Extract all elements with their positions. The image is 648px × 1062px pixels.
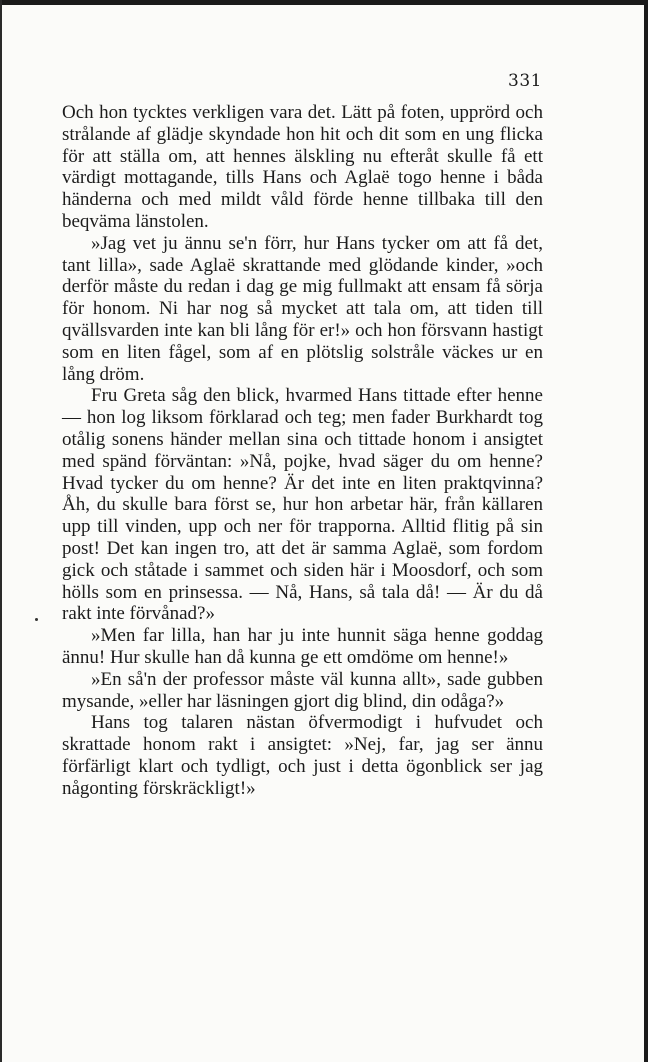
scan-speck <box>35 618 38 621</box>
paragraph: Och hon tycktes verkligen vara det. Lätt på foten, upprörd och strålande af glädje skyndade hon hit och dit som en ung flicka för att ställa om, att hennes älskling nu efteråt skulle få ett värdigt mottagande, tills Hans och Aglaë togo henne i båda händerna och med mildt våld förde henne tillbaka till den beqväma länstolen. <box>62 102 543 232</box>
paragraph: »En så'n der professor måste väl kunna allt», sade gubben mysande, »eller har läsningen gjort dig blind, din odåga?» <box>62 668 543 712</box>
scan-edge-right <box>644 0 648 1062</box>
scan-edge-top <box>0 0 648 5</box>
page-number: 331 <box>508 71 542 91</box>
paragraph: »Jag vet ju ännu se'n förr, hur Hans tycker om att få det, tant lilla», sade Aglaë skrattande med glödande kinder, »och derför måste du redan i dag ge mig fullmakt att ensam få sörja för honom. Ni har nog så mycket att tala om, att tiden till qvällsvarden inte kan bli lång för er!» och hon försvann hastigt som en liten fågel, som af en plötslig solstråle väckes ur en lång dröm. <box>62 232 543 385</box>
paragraph: Hans tog talaren nästan öfvermodigt i hufvudet och skrattade honom rakt i ansigtet: »Nej, far, jag ser ännu förfärligt klart och tydligt, och just i detta ögonblick ser jag någonting förskräckligt!» <box>62 712 543 799</box>
body-text <box>62 102 543 800</box>
paragraph: »Men far lilla, han har ju inte hunnit säga henne goddag ännu! Hur skulle han då kunna ge ett omdöme om henne!» <box>62 625 543 668</box>
paragraph: Fru Greta såg den blick, hvarmed Hans tittade efter henne — hon log liksom förklarad och teg; men fader Burkhardt tog otålig sonens händer mellan sina och tittade honom i ansigtet med spänd förväntan: »Nå, pojke, hvad säger du om henne? Hvad tycker du om henne? Är det inte en liten praktqvinna? Åh, du skulle bara först se, hur hon arbetar här, från källaren upp till vinden, upp och ner för trapporna. Alltid flitig på sin post! Det kan ingen tro, att det är samma Aglaë, som fordom gick och ståtade i sammet och siden här i Moosdorf, och som hölls som en prinsessa. — Nå, Hans, så tala då! — Är du då rakt inte förvånad?» <box>62 385 543 625</box>
scan-edge-left <box>0 0 2 1062</box>
